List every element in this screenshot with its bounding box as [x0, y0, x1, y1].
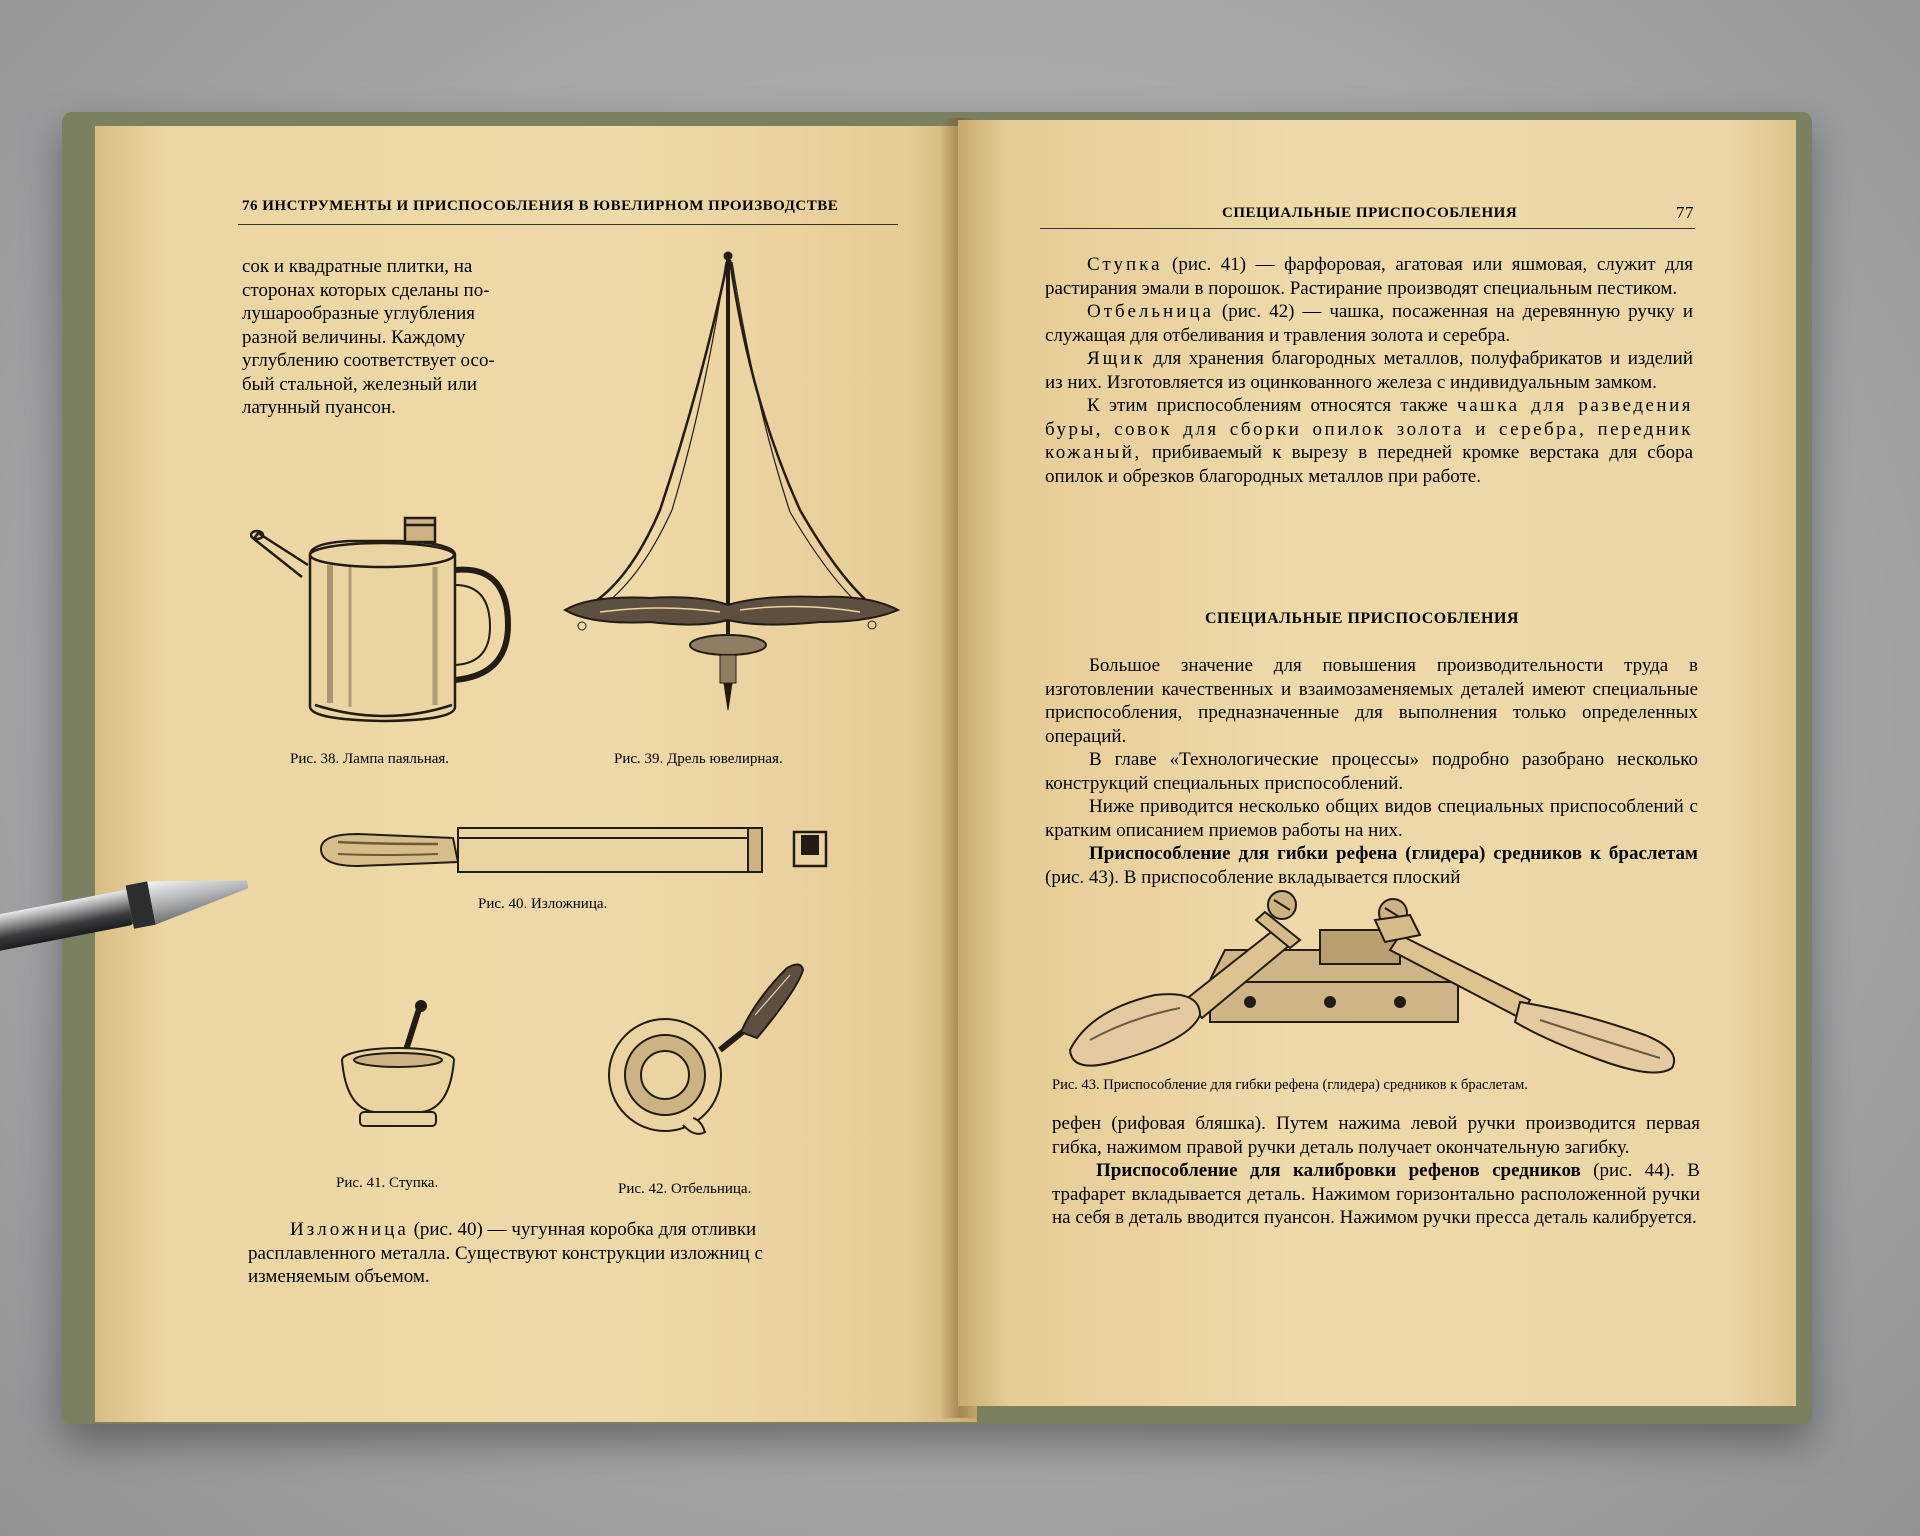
left-header-rule: [238, 224, 898, 225]
text-span: (рис. 40) — чугунная коробка для отливки: [408, 1219, 757, 1240]
text-span: (рис. 42) — чашка, посаженная на деревянную ручку и служащая для отбеливания и травления золота и серебра.: [1045, 301, 1693, 346]
text-span: для хранения благородных металлов, полуфабрикатов и изделий из них. Изготовляется из оцинкованного железа с индивидуальным замком.: [1045, 348, 1693, 393]
text-line: [248, 1218, 916, 1242]
right-header-rule: [1040, 228, 1695, 229]
right-top-text: [1045, 253, 1693, 488]
figure-41-caption: Рис. 41. Ступка.: [336, 1175, 439, 1191]
soldering-lamp-illustration: [250, 515, 520, 730]
paragraph-overview: Ниже приводится несколько общих видов специальных приспособлений с кратким описанием приемов работы на них.: [1045, 796, 1698, 841]
text-line: сок и квадратные плитки, на: [242, 256, 473, 277]
text-line: изменяемым объемом.: [248, 1266, 430, 1287]
paragraph-intro: Большое значение для повышения производительности труда в изготовлении качественных и взаимозаменяемых деталей имеют специальные приспособления, предназначенные для выполнения только определенных операций.: [1045, 655, 1698, 747]
left-top-paragraph: [242, 255, 550, 420]
term-stupka: Ступка: [1087, 254, 1163, 275]
figure-43-caption: Рис. 43. Приспособление для гибки рефена (глидера) средников к браслетам.: [1052, 1077, 1528, 1093]
term-otbelnitsa: Отбельница: [1087, 301, 1214, 322]
right-bottom-text: [1052, 1112, 1700, 1230]
section-heading: СПЕЦИАЛЬНЫЕ ПРИСПОСОБЛЕНИЯ: [1205, 610, 1519, 627]
text-span: (рис. 43). В приспособление вкладывается плоский: [1045, 866, 1461, 888]
jewelry-drill-illustration: [560, 250, 905, 730]
paragraph-yashchik: [1045, 347, 1693, 394]
text-line: углублению соответствует осо-: [242, 350, 495, 371]
paragraph-other-tools: [1045, 394, 1693, 488]
text-span: (рис. 44). В трафарет вкладывается деталь. Нажимом горизонтально расположенной ручки на себя в деталь вводится пуансон. Нажимом ручки пресса деталь калибруется.: [1052, 1160, 1700, 1228]
text-line: сторонах которых сделаны по-: [242, 279, 490, 301]
ingot-mould-illustration: [318, 824, 838, 884]
paragraph-calibration-fixture: [1052, 1159, 1700, 1230]
bold-term: Приспособление для гибки рефена (глидера) средников к браслетам: [1089, 843, 1698, 864]
paragraph-refen: рефен (рифовая бляшка). Путем нажима левой ручки производится первая гибка, нажимом правой ручки деталь получает окончательную загибку.: [1052, 1113, 1700, 1158]
figure-38-caption: Рис. 38. Лампа паяльная.: [290, 751, 450, 767]
right-middle-text: [1045, 654, 1698, 889]
paragraph-stupka: [1045, 253, 1693, 300]
left-running-head: 76 ИНСТРУМЕНТЫ И ПРИСПОСОБЛЕНИЯ В ЮВЕЛИРНОМ ПРОИЗВОДСТВЕ: [242, 198, 839, 214]
paragraph-bending-fixture: [1045, 842, 1698, 889]
figure-42-caption: Рис. 42. Отбельница.: [618, 1181, 752, 1197]
text-line: лушарообразные углубления: [242, 303, 476, 324]
paragraph-otbelnitsa: [1045, 300, 1693, 347]
term-yashchik: Ящик: [1087, 348, 1146, 369]
text-line: бый стальной, железный или: [242, 373, 478, 395]
left-bottom-paragraph: [248, 1218, 916, 1289]
paragraph-chapter-ref: В главе «Технологические процессы» подробно разобрано несколько конструкций специальных приспособлений.: [1045, 749, 1698, 794]
figure-40-caption: Рис. 40. Изложница.: [478, 896, 608, 912]
text-line: латунный пуансон.: [242, 397, 396, 418]
term-izlozhnitsa: Изложница: [290, 1219, 409, 1240]
text-line: разной величины. Каждому: [242, 326, 466, 348]
text-line: расплавленного металла. Существуют конструкции изложниц с: [248, 1242, 763, 1264]
right-running-head: СПЕЦИАЛЬНЫЕ ПРИСПОСОБЛЕНИЯ: [1222, 205, 1518, 221]
page-number: 77: [1676, 203, 1694, 222]
text-span: К этим приспособлениям относятся также: [1087, 395, 1458, 416]
mortar-illustration: [338, 1000, 463, 1135]
bleaching-cup-illustration: [605, 960, 815, 1145]
bending-fixture-illustration: [1060, 890, 1690, 1080]
figure-39-caption: Рис. 39. Дрель ювелирная.: [614, 751, 783, 767]
text-span: прибиваемый к вырезу в передней кромке верстака для сбора опилок и обрезков благородных металлов при работе.: [1045, 442, 1693, 487]
term-list: чашка для разведения буры, совок для сборки опилок золота и серебра, передник кожаный,: [1045, 395, 1693, 463]
text-span: (рис. 41) — фарфоровая, агатовая или яшмовая, служит для растирания эмали в порошок. Растирание производят специальным пестиком.: [1045, 254, 1693, 299]
bold-term: Приспособление для калибровки рефенов средников: [1096, 1160, 1581, 1181]
